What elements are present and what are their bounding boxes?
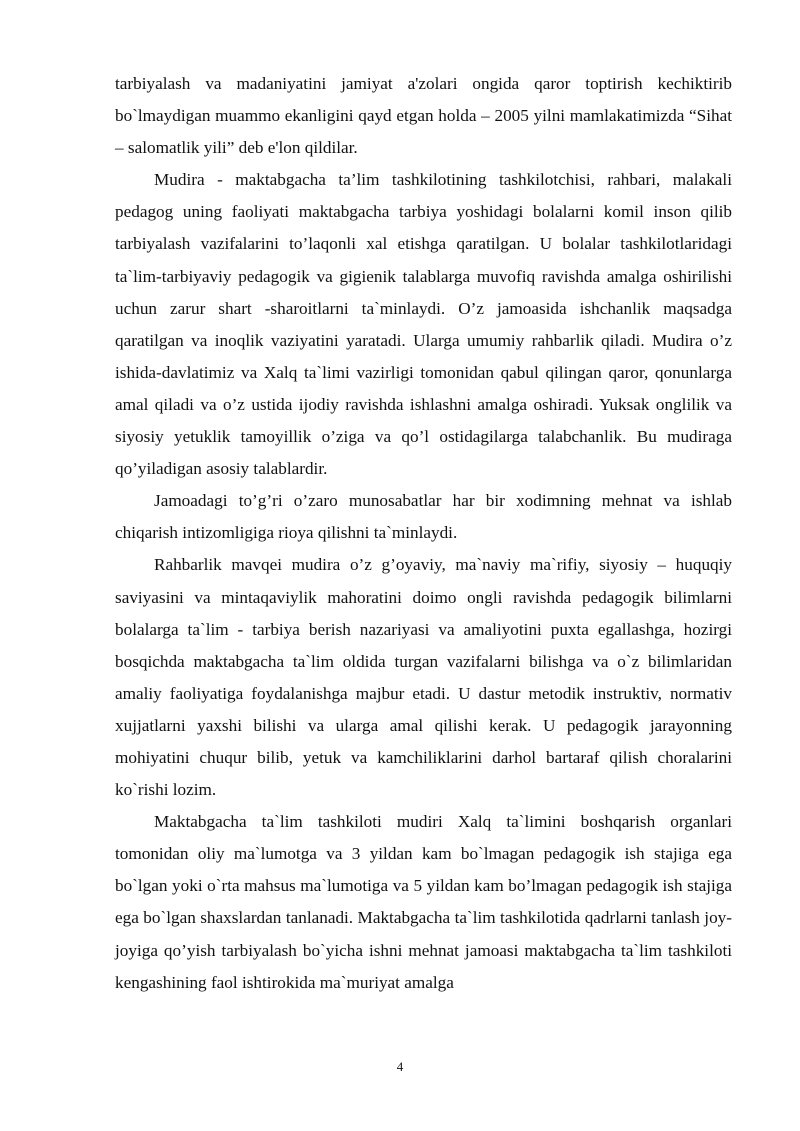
paragraph-team-relations: Jamoadagi to’g’ri o’zaro munosabatlar har bir xodimning mehnat va ishlab chiqarish intizomligiga rioya qilishni ta`minlaydi. [115,491,732,543]
page-body [115,68,732,999]
paragraph-director-selection: Maktabgacha ta`lim tashkiloti mudiri Xalq ta`limini boshqarish organlari tomonidan oliy ma`lumotga va 3 yildan kam bo`lmagan pedagogik ish stajiga ega bo`lgan yoki o`rta mahsus ma`lumotiga va 5 yildan kam bo’lmagan pedagogik ish stajiga ega bo`lgan shaxslardan tanlanadi. Maktabgacha ta`lim tashkilotida qadrlarni tanlash joy-joyiga qo’yish tarbiyalash bo`yicha ishni mehnat jamoasi maktabgacha ta`lim tashkiloti kengashining faol ishtirokida ma`muriyat amalga [115,812,732,992]
page-number: 4 [396,1059,404,1074]
paragraph-continuation: tarbiyalash va madaniyatini jamiyat a'zolari ongida qaror toptirish kechiktirib bo`lmaydigan muammo ekanligini qayd etgan holda – 2005 yilni mamlakatimizda “Sihat – salomatlik yili” deb e'lon qildilar. [115,74,732,158]
paragraph-mudira-role: Mudira - maktabgacha ta’lim tashkilotining tashkilotchisi, rahbari, malakali pedagog uning faoliyati maktabgacha tarbiya yoshidagi bolalarni komil inson qilib tarbiyalash vazifalarini to’laqonli xal etishga qaratilgan. U bolalar tashkilotlaridagi ta`lim-tarbiyaviy pedagogik va gigienik talablarga muvofiq ravishda amalga oshirilishi uchun zarur shart -sharoitlarni ta`minlaydi. O’z jamoasida ishchanlik maqsadga qaratilgan va inoqlik vaziyatini yaratadi. Ularga umumiy rahbarlik qiladi. Mudira o’z ishida-davlatimiz va Xalq ta`limi vazirligi tomonidan qabul qilingan qaror, qonunlarga amal qiladi va o’z ustida ijodiy ravishda ishlashni amalga oshiradi. Yuksak onglilik va siyosiy yetuklik tamoyillik o’ziga va qo’l ostidagilarga talabchanlik. Bu mudiraga qo’yiladigan asosiy talablardir. [115,170,732,479]
paragraph-leadership-position: Rahbarlik mavqei mudira o’z g’oyaviy, ma`naviy ma`rifiy, siyosiy – huquqiy saviyasini va mintaqaviylik mahoratini doimo ongli ravishda pedagogik bilimlarni bolalarga ta`lim - tarbiya berish nazariyasi va amaliyotini puxta egallashga, hozirgi bosqichda maktabgacha ta`lim oldida turgan vazifalarni bilishga va o`z bilimlaridan amaliy faoliyatiga foydalanishga majbur etadi. U dastur metodik instruktiv, normativ xujjatlarni yaxshi bilishi va ularga amal qilishi kerak. U pedagogik jarayonning mohiyatini chuqur bilib, yetuk va kamchiliklarini darhol bartaraf qilish choralarini ko`rishi lozim. [115,555,732,800]
